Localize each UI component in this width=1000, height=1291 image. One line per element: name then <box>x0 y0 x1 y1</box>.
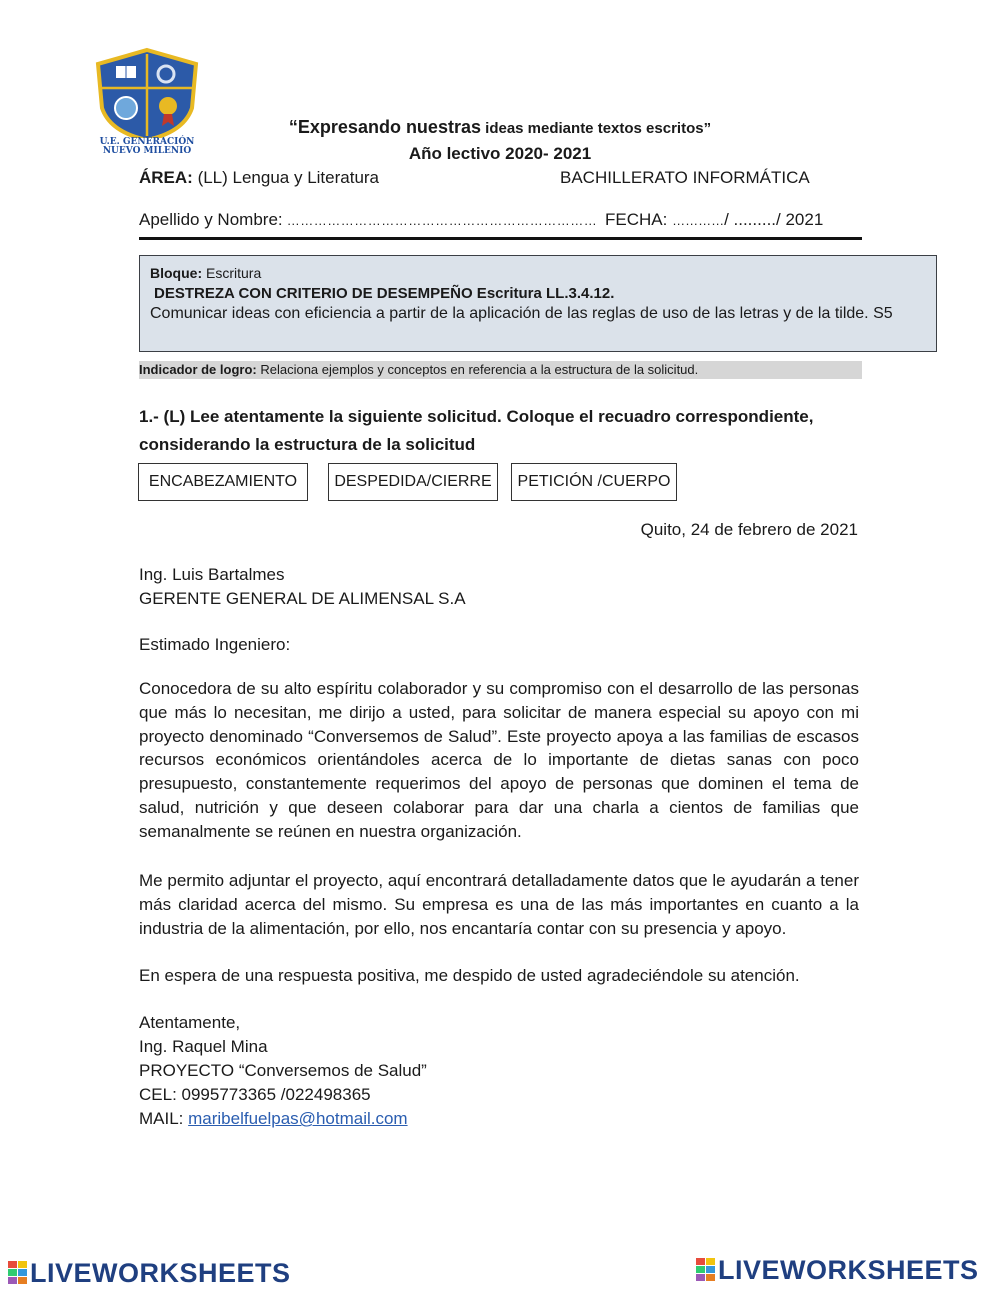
school-logo <box>88 46 206 158</box>
comunicar-text: Comunicar ideas con eficiencia a partir de la aplicación de las reglas de uso de las letras y de la tilde. S5 <box>150 305 893 322</box>
option-encabezamiento[interactable]: ENCABEZAMIENTO <box>138 463 308 501</box>
liveworksheets-logo-icon <box>8 1261 28 1285</box>
letter-project: PROYECTO “Conversemos de Salud” <box>139 1061 427 1080</box>
letter-paragraph-3: En espera de una respuesta positiva, me despido de usted agradeciéndole su atención. <box>139 966 800 985</box>
area-label: ÁREA: <box>139 168 193 187</box>
liveworksheets-brand-right[interactable] <box>696 1255 979 1285</box>
bloque-label: Bloque: <box>150 265 203 281</box>
indicador-value: Relaciona ejemplos y conceptos en referencia a la estructura de la solicitud. <box>256 362 699 377</box>
letter-closing: Atentamente, <box>139 1013 241 1032</box>
school-year: Año lectivo 2020- 2021 <box>408 144 592 163</box>
letter-paragraph-1: Conocedora de su alto espíritu colaborador y su compromiso con el desarrollo de las personas que más lo necesitan, me dirijo a usted, para solicitar de manera especial su apoyo con mi proyecto denominado “Conversemos de Salud”. Este proyecto apoya a las familias de escasos recursos económicos orientándoles acerca de lo importante de dietas sanas con poco presupuesto, constantemente requerimos del apoyo de personas que dominen el tema de salud, nutrición y que deseen colaborar para dar una charla a cientos de familias que semanalmente se reúnen en nuestra organización. <box>139 679 859 841</box>
letter-phone: CEL: 0995773365 /022498365 <box>139 1085 371 1104</box>
indicador-label: Indicador de logro: <box>139 362 257 377</box>
fecha-blank-rest[interactable]: / ........./ 2021 <box>724 210 824 229</box>
letter-greeting: Estimado Ingeniero: <box>139 635 291 654</box>
logo-text: U.E. GENERACIÓN NUEVO MILENIO <box>99 137 195 156</box>
brand-text-left: LIVEWORKSHEETS <box>30 1258 291 1288</box>
title-main: “Expresando nuestras <box>288 117 481 137</box>
letter-paragraph-2: Me permito adjuntar el proyecto, aquí encontrará detalladamente datos que le ayudarán a tener más claridad acerca del mismo. Su empresa es una de las más importantes en cuanto a la industria de la alimentación, por ello, nos encantaría contar con su presencia y apoyo. <box>139 871 859 938</box>
mail-label: MAIL: <box>139 1109 189 1128</box>
mail-link[interactable]: maribelfuelpas@hotmail.com <box>188 1109 408 1128</box>
indicador-line <box>139 360 698 380</box>
letter-date: Quito, 24 de febrero de 2021 <box>640 520 858 539</box>
name-field[interactable] <box>139 208 597 233</box>
bloque-value: Escritura <box>202 265 262 281</box>
letter-recipient-title: GERENTE GENERAL DE ALIMENSAL S.A <box>139 589 466 608</box>
area-value: (LL) Lengua y Literatura <box>192 168 380 187</box>
title-rest: ideas mediante textos escritos” <box>480 120 712 137</box>
fecha-blank-day[interactable]: ………… <box>672 213 725 228</box>
worksheet-title <box>240 117 760 138</box>
letter-signer: Ing. Raquel Mina <box>139 1037 268 1056</box>
letter-recipient: Ing. Luis Bartalmes <box>139 565 285 584</box>
option-peticion[interactable]: PETICIÓN /CUERPO <box>511 463 677 501</box>
date-field[interactable] <box>605 208 823 233</box>
name-label: Apellido y Nombre: <box>139 210 283 229</box>
liveworksheets-logo-icon <box>696 1258 716 1282</box>
question-line-1: 1.- (L) Lee atentamente la siguiente solicitud. Coloque el recuadro correspondiente, <box>139 407 814 426</box>
destreza-text: DESTREZA CON CRITERIO DE DESEMPEÑO Escritura LL.3.4.12. <box>154 285 615 302</box>
program-name: BACHILLERATO INFORMÁTICA <box>560 168 810 187</box>
question-line-2: considerando la estructura de la solicitud <box>139 435 476 454</box>
brand-text-right: LIVEWORKSHEETS <box>718 1255 979 1285</box>
option-despedida[interactable]: DESPEDIDA/CIERRE <box>328 463 498 501</box>
header-divider <box>139 237 862 240</box>
fecha-label: FECHA: <box>605 210 673 229</box>
area-line <box>139 166 379 190</box>
name-blank[interactable]: …………………………………………………………… <box>282 213 598 228</box>
letter-mail <box>139 1107 408 1131</box>
liveworksheets-brand-left[interactable] <box>8 1258 291 1288</box>
